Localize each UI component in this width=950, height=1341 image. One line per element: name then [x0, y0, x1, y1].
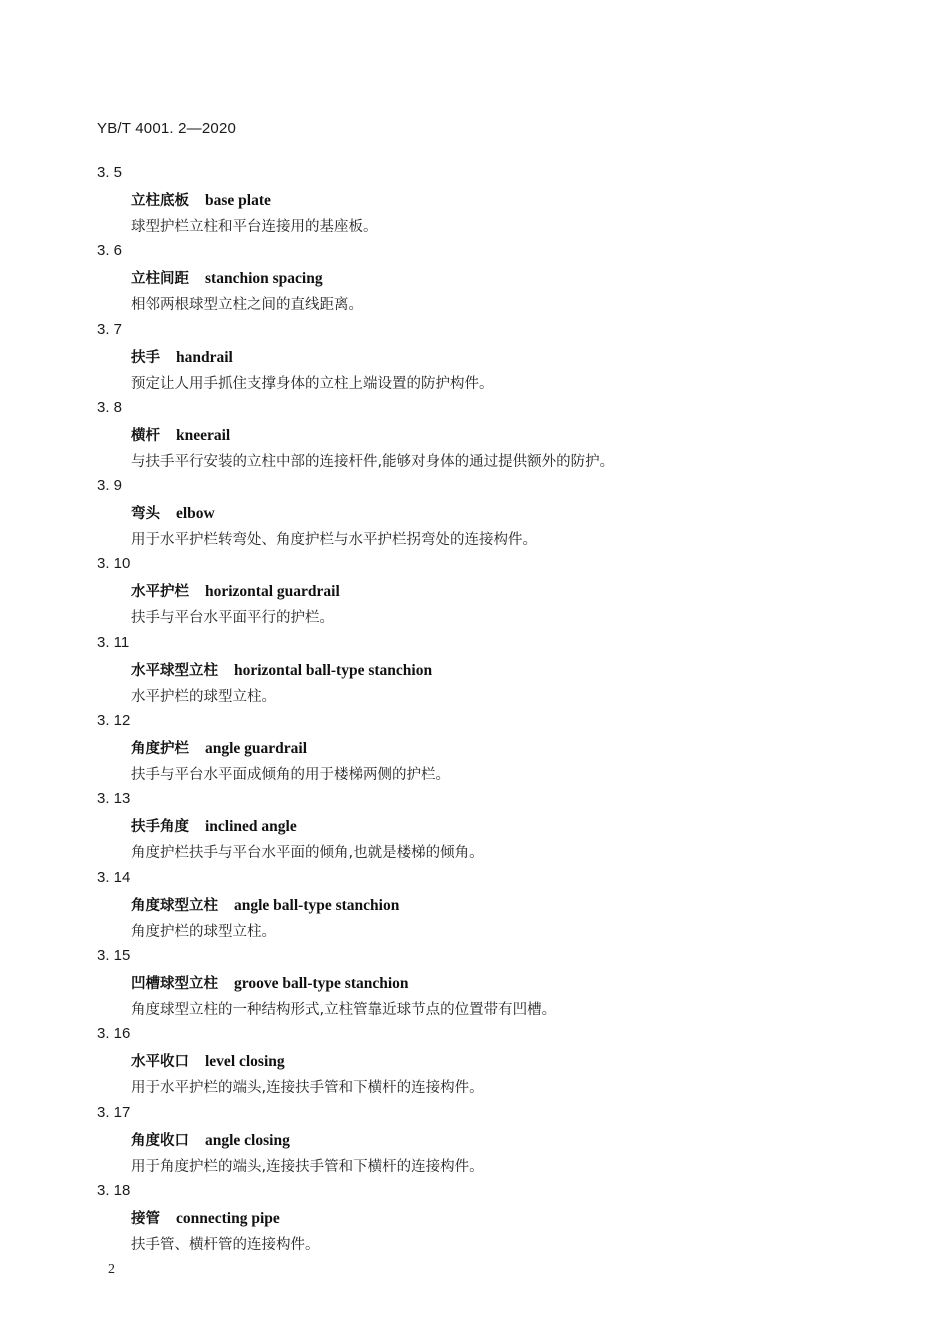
entry-definition: 扶手与平台水平面成倾角的用于楼梯两侧的护栏。 — [131, 767, 450, 784]
term-entry-3-16 — [0, 1023, 950, 1101]
term-entry-3-17 — [0, 1102, 950, 1180]
term-english: groove ball-type stanchion — [234, 974, 409, 992]
entry-number: 3. 6 — [97, 242, 123, 260]
term-chinese: 弯头 — [131, 506, 160, 523]
term-chinese: 凹槽球型立柱 — [131, 975, 218, 992]
entry-definition: 用于水平护栏的端头,连接扶手管和下横杆的连接构件。 — [131, 1080, 484, 1097]
term-entry-3-11 — [0, 632, 950, 710]
entry-number: 3. 18 — [97, 1181, 131, 1199]
term-english: inclined angle — [205, 818, 297, 836]
term-entry-3-10 — [0, 553, 950, 631]
entry-term — [131, 502, 215, 523]
term-entry-3-8 — [0, 397, 950, 475]
term-english: angle guardrail — [205, 740, 308, 758]
entry-term — [131, 815, 297, 836]
term-chinese: 水平球型立柱 — [131, 662, 218, 679]
entry-definition: 扶手管、横杆管的连接构件。 — [131, 1236, 320, 1253]
entry-term — [131, 424, 230, 445]
standard-code: YB/T 4001. 2—2020 — [97, 120, 237, 137]
entry-definition: 角度球型立柱的一种结构形式,立柱管靠近球节点的位置带有凹槽。 — [131, 1001, 557, 1018]
term-chinese: 接管 — [131, 1210, 160, 1227]
term-chinese: 扶手 — [131, 349, 160, 366]
term-chinese: 扶手角度 — [131, 819, 189, 836]
entry-definition: 扶手与平台水平面平行的护栏。 — [131, 610, 334, 627]
term-entry-3-18 — [0, 1180, 950, 1258]
term-english: base plate — [205, 192, 271, 209]
entry-term — [131, 267, 323, 288]
page-number: 2 — [108, 1262, 115, 1277]
entry-number: 3. 7 — [97, 320, 123, 338]
entry-definition: 角度护栏的球型立柱。 — [131, 923, 276, 940]
entry-term — [131, 972, 409, 993]
entry-term — [131, 659, 432, 680]
term-list — [0, 162, 950, 1258]
entry-term — [131, 737, 307, 758]
term-entry-3-14 — [0, 867, 950, 945]
term-english: kneerail — [176, 426, 231, 444]
entry-definition: 相邻两根球型立柱之间的直线距离。 — [131, 297, 363, 314]
term-entry-3-15 — [0, 945, 950, 1023]
term-entry-3-7 — [0, 319, 950, 397]
entry-number: 3. 15 — [97, 946, 131, 964]
term-chinese: 立柱底板 — [131, 193, 189, 209]
entry-number: 3. 13 — [97, 790, 131, 808]
entry-term — [131, 189, 271, 210]
entry-term — [131, 580, 340, 601]
entry-number: 3. 14 — [97, 868, 131, 886]
term-english: stanchion spacing — [205, 270, 323, 288]
term-chinese: 角度护栏 — [131, 741, 189, 758]
entry-number: 3. 11 — [97, 633, 130, 651]
entry-definition: 预定让人用手抓住支撑身体的立柱上端设置的防护构件。 — [131, 375, 494, 392]
term-chinese: 横杆 — [131, 427, 160, 444]
entry-definition: 球型护栏立柱和平台连接用的基座板。 — [131, 219, 378, 235]
term-english: angle closing — [205, 1131, 290, 1149]
entry-definition: 角度护栏扶手与平台水平面的倾角,也就是楼梯的倾角。 — [131, 845, 484, 862]
term-english: angle ball-type stanchion — [234, 896, 400, 914]
term-english: level closing — [205, 1053, 285, 1071]
entry-number: 3. 9 — [97, 477, 123, 495]
entry-definition: 用于水平护栏转弯处、角度护栏与水平护栏拐弯处的连接构件。 — [131, 532, 537, 549]
entry-term — [131, 894, 399, 915]
term-english: horizontal ball-type stanchion — [234, 661, 433, 679]
term-english: horizontal guardrail — [205, 583, 340, 601]
entry-number: 3. 12 — [97, 712, 131, 730]
entry-term — [131, 1050, 285, 1071]
entry-number: 3. 5 — [97, 164, 123, 181]
term-chinese: 水平收口 — [131, 1054, 189, 1071]
entry-number: 3. 8 — [97, 398, 123, 416]
term-chinese: 角度球型立柱 — [131, 897, 218, 914]
entry-definition: 与扶手平行安装的立柱中部的连接杆件,能够对身体的通过提供额外的防护。 — [131, 453, 615, 470]
entry-number: 3. 10 — [97, 555, 131, 573]
term-entry-3-5 — [0, 162, 950, 240]
term-chinese: 角度收口 — [131, 1132, 189, 1149]
term-english: connecting pipe — [176, 1209, 280, 1227]
term-chinese: 立柱间距 — [131, 271, 189, 288]
entry-term — [131, 1129, 290, 1150]
entry-definition: 水平护栏的球型立柱。 — [131, 688, 276, 705]
entry-definition: 用于角度护栏的端头,连接扶手管和下横杆的连接构件。 — [131, 1158, 484, 1175]
term-entry-3-9 — [0, 475, 950, 553]
term-entry-3-12 — [0, 710, 950, 788]
entry-term — [131, 346, 233, 367]
term-english: elbow — [176, 505, 215, 523]
term-entry-3-6 — [0, 240, 950, 318]
term-entry-3-13 — [0, 788, 950, 866]
term-english: handrail — [176, 348, 233, 366]
entry-number: 3. 17 — [97, 1103, 131, 1121]
entry-term — [131, 1207, 280, 1228]
entry-number: 3. 16 — [97, 1025, 131, 1043]
term-chinese: 水平护栏 — [131, 584, 189, 601]
